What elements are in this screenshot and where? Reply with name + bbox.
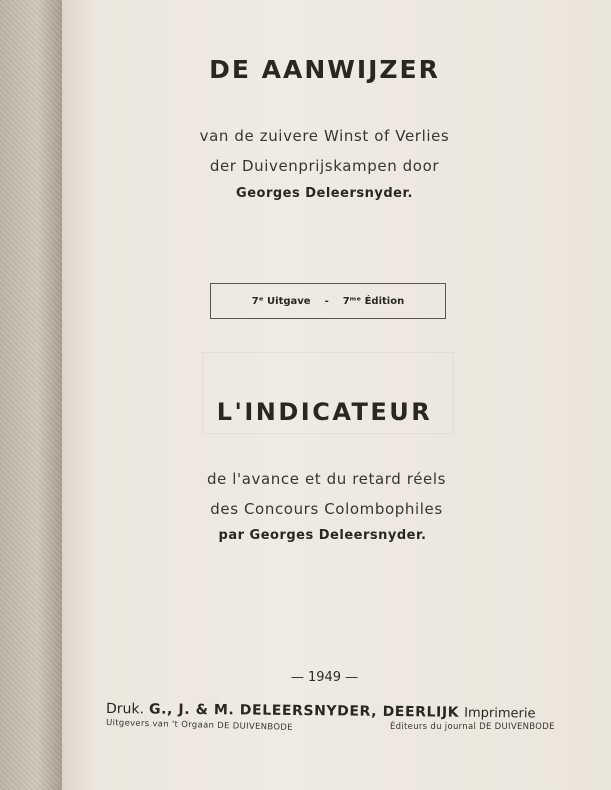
edition-separator: - [324, 295, 329, 307]
title-french: L'INDICATEUR [216, 398, 433, 426]
title-page [62, 0, 611, 790]
author-french: par Georges Deleersnyder. [218, 528, 427, 543]
printer-line [106, 698, 576, 722]
edition-french: 7ᵐᵉ Édition [342, 295, 405, 307]
subtitle-dutch-line2: der Duivenprijskampen door [209, 157, 440, 175]
subtitle-french-line2: des Concours Colombophiles [210, 500, 443, 518]
printer-name: G., J. & M. DELEERSNYDER, DEERLIJK [148, 701, 460, 721]
edition-box [210, 283, 446, 319]
publisher-dutch: Uitgevers van 't Orgaan DE DUIVENBODE [105, 718, 293, 733]
subtitle-dutch-line1: van de zuivere Winst of Verlies [199, 127, 450, 145]
subtitle-french-line1: de l'avance et du retard réels [206, 470, 447, 488]
printer-prefix: Druk. [105, 701, 145, 718]
edition-dutch: 7ᵉ Uitgave [251, 295, 311, 307]
author-dutch: Georges Deleersnyder. [236, 186, 413, 201]
printer-suffix: Imprimerie [464, 705, 536, 722]
publication-year: — 1949 — [290, 670, 359, 685]
publisher-french: Éditeurs du journal DE DUIVENBODE [390, 722, 555, 732]
title-dutch: DE AANWIJZER [209, 55, 440, 84]
